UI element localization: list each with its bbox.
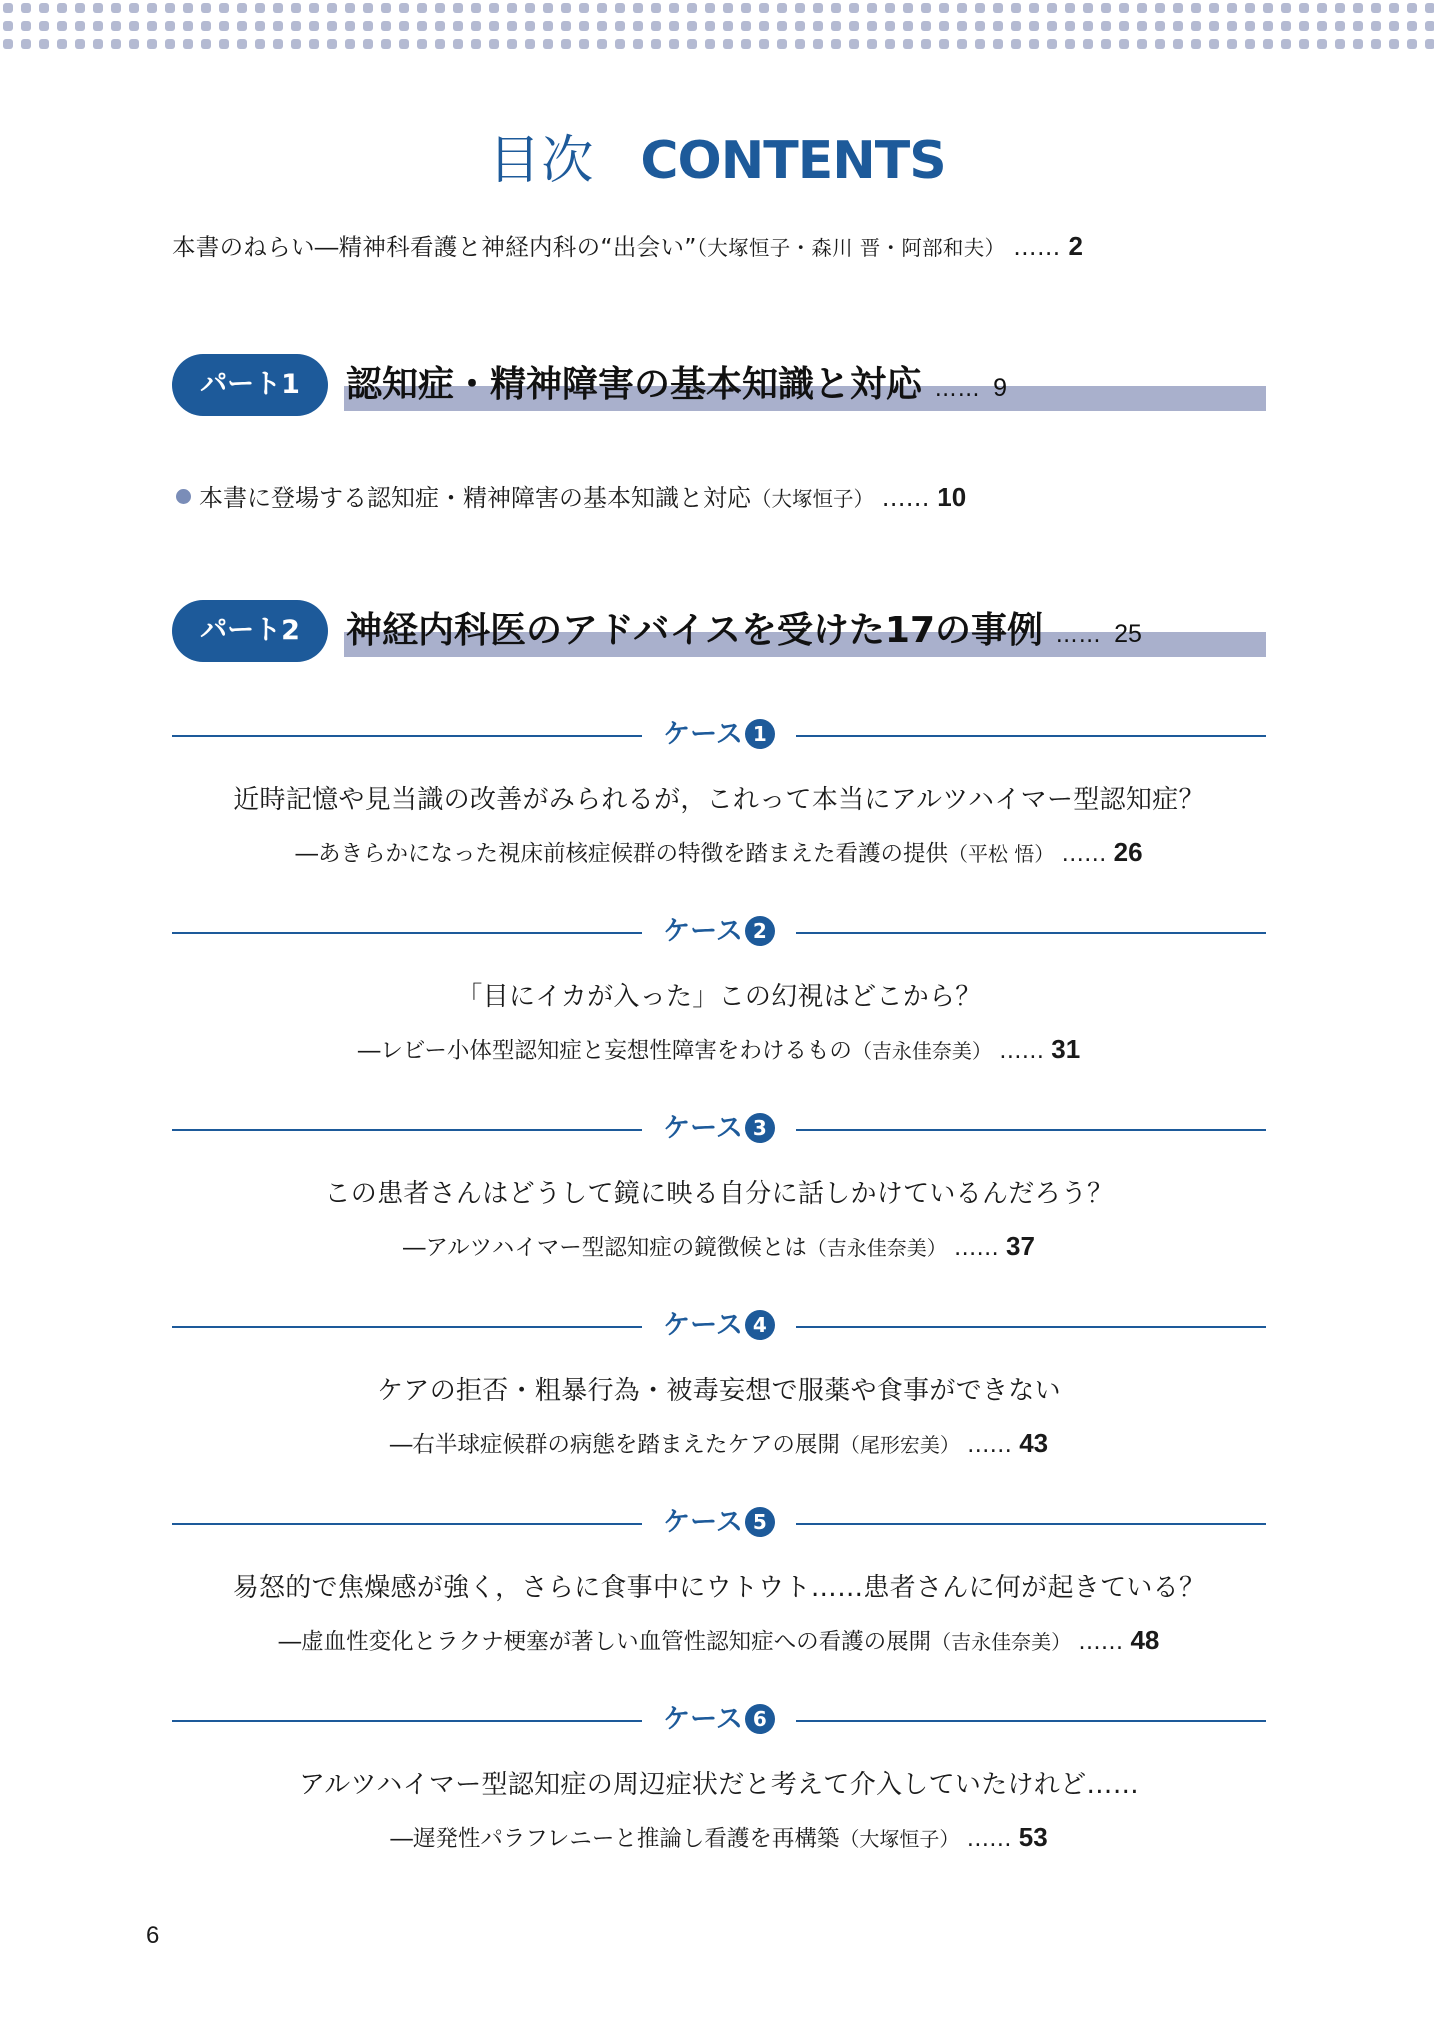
case-subtitle xyxy=(172,1821,1266,1853)
item-authors: （大塚恒子） xyxy=(751,487,874,511)
case-label-text: ケース xyxy=(663,1113,743,1144)
part-page: 9 xyxy=(993,374,1008,402)
case-question: 「目にイカが入った」この幻視はどこから？ xyxy=(456,982,982,1012)
case-page: 53 xyxy=(1018,1822,1048,1852)
case-sub-text: ―アルツハイマー型認知症の鏡徴候とは xyxy=(403,1235,807,1261)
part-leader: …… xyxy=(1055,623,1102,648)
intro-leader: …… xyxy=(1013,233,1061,261)
case-question: 易怒的で焦燥感が強く，さらに食事中にウトウト……患者さんに何が起きている？ xyxy=(232,1573,1206,1603)
case-authors: （吉永佳奈美） xyxy=(851,1039,992,1063)
case-question: この患者さんはどうして鏡に映る自分に話しかけているんだろう？ xyxy=(324,1179,1114,1209)
case-authors: （大塚恒子） xyxy=(839,1827,960,1851)
case-entry-6[interactable] xyxy=(172,1702,1266,1853)
case-header xyxy=(172,1505,1266,1541)
case-header xyxy=(172,914,1266,950)
case-authors: （尾形宏美） xyxy=(839,1433,960,1457)
case-subtitle xyxy=(172,1427,1266,1459)
intro-page: 2 xyxy=(1068,231,1084,261)
intro-entry[interactable] xyxy=(172,228,1083,262)
case-label-text: ケース xyxy=(663,719,743,750)
title-en: CONTENTS xyxy=(640,131,946,191)
case-label-text: ケース xyxy=(663,1507,743,1538)
case-number: 4 xyxy=(745,1310,775,1340)
part-page: 25 xyxy=(1114,620,1142,648)
part-title-text: 神経内科医のアドバイスを受けた17の事例 xyxy=(346,610,1044,651)
case-label-text: ケース xyxy=(663,916,743,947)
case-number: 2 xyxy=(745,916,775,946)
case-leader: …… xyxy=(967,1432,1013,1458)
bullet-icon xyxy=(176,489,191,504)
case-label-text: ケース xyxy=(663,1310,743,1341)
part-1-item[interactable] xyxy=(176,478,966,513)
case-entry-5[interactable] xyxy=(172,1505,1266,1656)
case-sub-text: ―右半球症候群の病態を踏まえたケアの展開 xyxy=(389,1432,840,1458)
case-number: 3 xyxy=(745,1113,775,1143)
case-leader: …… xyxy=(1061,841,1107,867)
part-title xyxy=(346,356,1007,407)
case-leader: …… xyxy=(1078,1629,1124,1655)
case-page: 31 xyxy=(1051,1034,1081,1064)
item-page: 10 xyxy=(937,482,967,512)
case-entry-3[interactable] xyxy=(172,1111,1266,1262)
case-page: 48 xyxy=(1130,1625,1160,1655)
part-badge: パート1 xyxy=(172,354,328,416)
page-number: 6 xyxy=(146,1922,160,1949)
part-2-heading[interactable] xyxy=(172,600,1266,662)
case-entry-4[interactable] xyxy=(172,1308,1266,1459)
case-leader: …… xyxy=(966,1826,1012,1852)
case-subtitle xyxy=(172,1624,1266,1656)
case-sub-text: ―レビー小体型認知症と妄想性障害をわけるもの xyxy=(357,1038,852,1064)
case-header xyxy=(172,1111,1266,1147)
case-authors: （吉永佳奈美） xyxy=(806,1236,947,1260)
decorative-pattern xyxy=(0,0,1434,56)
case-header xyxy=(172,1308,1266,1344)
part-title xyxy=(346,602,1142,653)
case-leader: …… xyxy=(999,1038,1045,1064)
case-page: 37 xyxy=(1006,1231,1035,1261)
case-leader: …… xyxy=(953,1235,999,1261)
case-authors: （平松 悟） xyxy=(947,842,1055,866)
case-entry-2[interactable] xyxy=(172,914,1266,1065)
case-number: 5 xyxy=(745,1507,775,1537)
case-entry-1[interactable] xyxy=(172,717,1266,868)
case-label xyxy=(172,717,1266,753)
case-label-text: ケース xyxy=(663,1704,743,1735)
part-1-heading[interactable] xyxy=(172,354,1266,416)
part-badge: パート2 xyxy=(172,600,328,662)
part-title-text: 認知症・精神障害の基本知識と対応 xyxy=(346,364,923,405)
case-question: ケアの拒否・粗暴行為・被毒妄想で服薬や食事ができない xyxy=(377,1376,1061,1406)
case-sub-text: ―あきらかになった視床前核症候群の特徴を踏まえた看護の提供 xyxy=(295,841,948,867)
item-text: 本書に登場する認知症・精神障害の基本知識と対応 xyxy=(199,484,751,512)
part-leader: …… xyxy=(934,377,981,402)
case-question: 近時記憶や見当識の改善がみられるが，これって本当にアルツハイマー型認知症？ xyxy=(233,785,1205,815)
case-header xyxy=(172,1702,1266,1738)
case-question: アルツハイマー型認知症の周辺症状だと考えて介入していたけれど…… xyxy=(298,1770,1140,1800)
case-label xyxy=(172,1308,1266,1344)
case-subtitle xyxy=(172,1230,1266,1262)
case-label xyxy=(172,1505,1266,1541)
case-subtitle xyxy=(172,836,1266,868)
case-sub-text: ―虚血性変化とラクナ梗塞が著しい血管性認知症への看護の展開 xyxy=(278,1629,932,1655)
case-label xyxy=(172,914,1266,950)
case-subtitle xyxy=(172,1033,1266,1065)
intro-authors: （大塚恒子・森川 晋・阿部和夫） xyxy=(696,236,1006,260)
item-leader: …… xyxy=(881,484,930,512)
intro-text: 本書のねらい―精神科看護と神経内科の“出会い” xyxy=(172,233,697,261)
case-label xyxy=(172,1111,1266,1147)
page-title xyxy=(0,118,1434,193)
case-number: 1 xyxy=(745,719,775,749)
case-page: 26 xyxy=(1113,837,1143,867)
case-sub-text: ―遅発性パラフレニーと推論し看護を再構築 xyxy=(390,1826,840,1852)
case-page: 43 xyxy=(1019,1428,1049,1458)
case-number: 6 xyxy=(745,1704,775,1734)
title-ja: 目次 xyxy=(488,131,595,191)
case-label xyxy=(172,1702,1266,1738)
case-header xyxy=(172,717,1266,753)
case-authors: （吉永佳奈美） xyxy=(931,1630,1072,1654)
